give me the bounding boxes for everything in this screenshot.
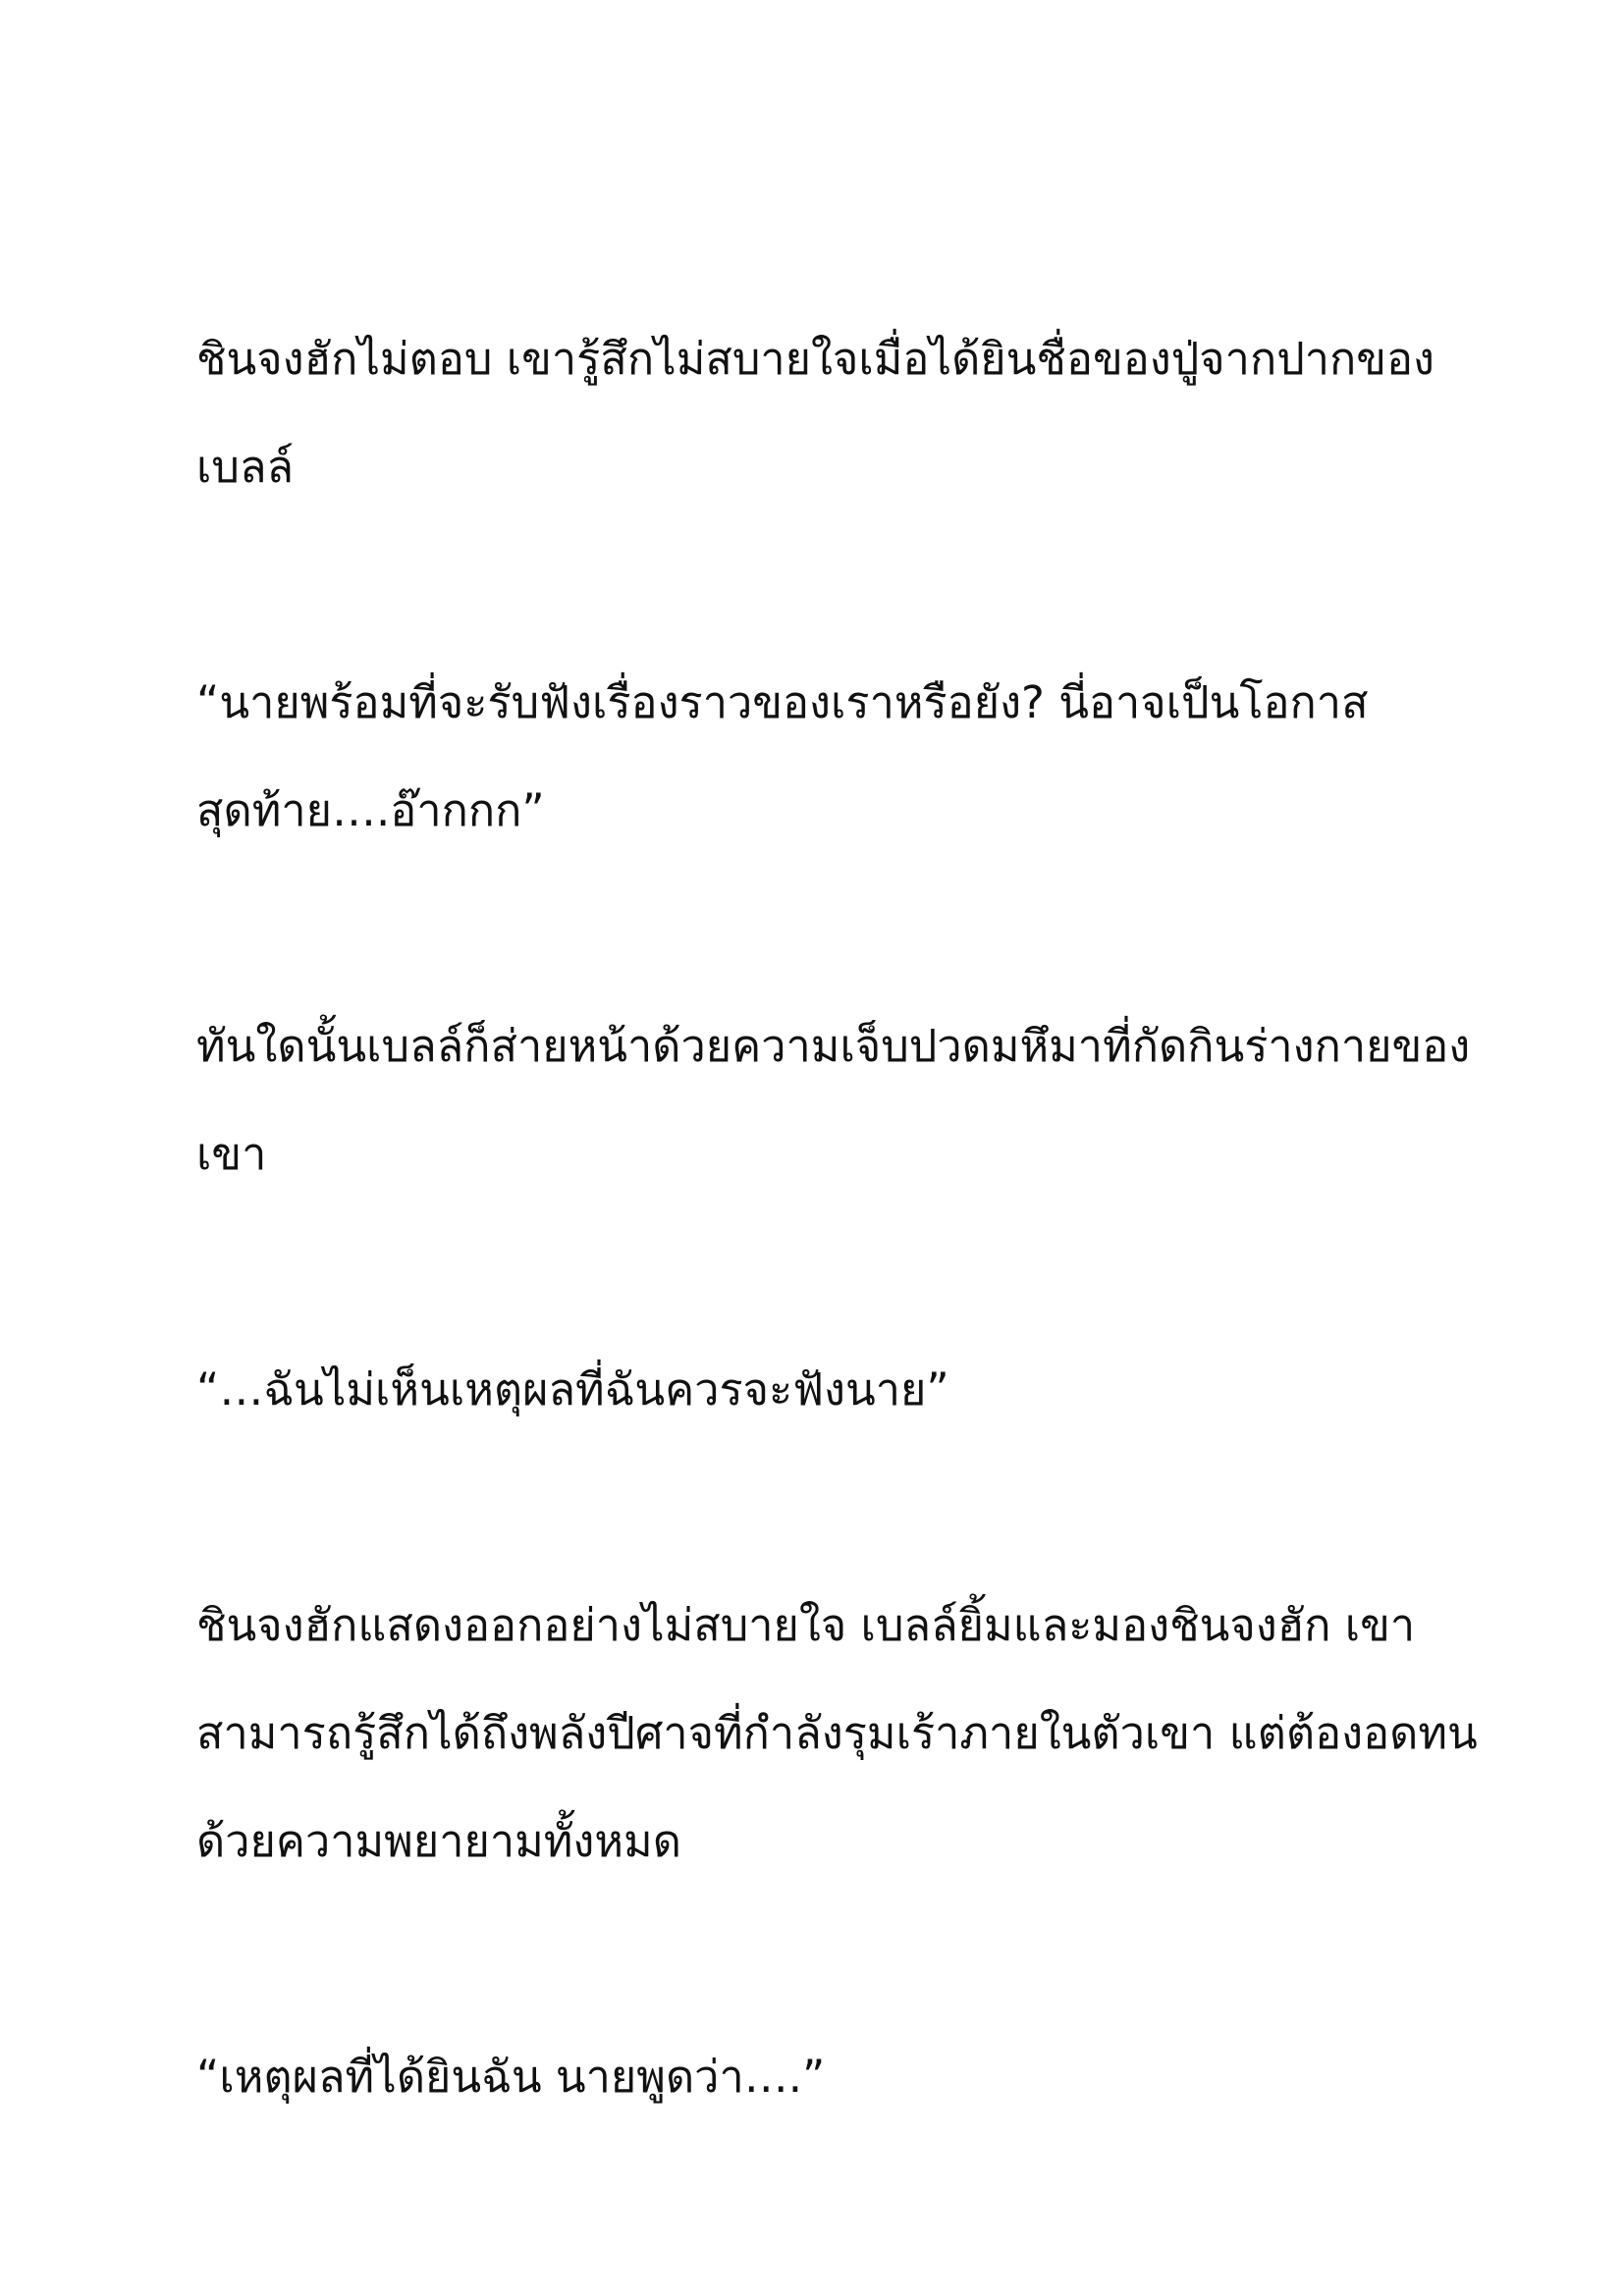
paragraph-line: สามารถรู้สึกได้ถึงพลังปีศาจที่กำลังรุมเร้าภายในตัวเขา แต่ต้องอดทน (196, 1707, 1478, 1759)
paragraph-line: “นายพร้อมที่จะรับฟังเรื่องราวของเราหรือยัง? นี่อาจเป็นโอกาส (196, 676, 1369, 728)
paragraph-line: “…ฉันไม่เห็นเหตุผลที่ฉันควรจะฟังนาย” (196, 1363, 949, 1415)
paragraph-5 (196, 1572, 1478, 1896)
paragraph-line: เขา (196, 1128, 267, 1180)
paragraph-line: สุดท้าย….อ๊ากกก” (196, 784, 545, 836)
paragraph-line: เบลล์ (196, 441, 295, 493)
paragraph-line: ชินจงฮักไม่ตอบ เขารู้สึกไม่สบายใจเมื่อได้ยินชื่อของปู่จากปากของ (196, 333, 1435, 385)
paragraph-2 (196, 649, 1434, 865)
paragraph-line: “เหตุผลที่ได้ยินฉัน นายพูดว่า….” (196, 2051, 826, 2103)
paragraph-line: ด้วยความพยายามทั้งหมด (196, 1815, 681, 1867)
paragraph-3 (196, 992, 1471, 1208)
paragraph-line: ชินจงฮักแสดงออกอย่างไม่สบายใจ เบลล์ยิ้มและมองชินจงฮัก เขา (196, 1599, 1416, 1651)
paragraph-1 (196, 305, 1434, 521)
paragraph-6 (196, 2023, 1434, 2131)
paragraph-line: ทันใดนั้นเบลล์ก็ส่ายหน้าด้วยความเจ็บปวดมหึมาที่กัดกินร่างกายของ (196, 1020, 1471, 1072)
paragraph-4 (196, 1336, 1434, 1444)
